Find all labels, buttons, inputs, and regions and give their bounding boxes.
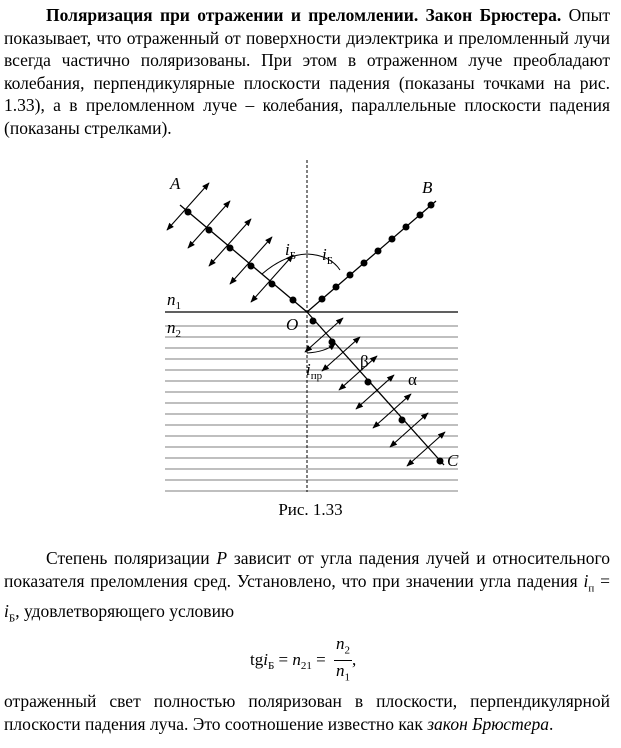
label-iB-right: $i_Б$	[322, 245, 334, 267]
refracted-ray	[307, 312, 444, 465]
section-heading: Поляризация при отражении и преломлении. Закон Брюстера.	[46, 5, 562, 25]
medium-n2-hatching	[165, 326, 458, 491]
angle-arc-refraction	[307, 344, 335, 353]
brewster-formula: $tgi_Б = n_{21}$ = $\frac{n_2}{n_1}$ ,	[250, 634, 356, 688]
label-n1: $n_1$	[167, 290, 181, 312]
label-O: O	[286, 315, 299, 334]
fraction: $\frac{n_2}{n_1}$	[335, 634, 350, 684]
figure-caption: Рис. 1.33	[278, 500, 343, 519]
law-name: закон Брюстера	[427, 713, 549, 734]
label-alpha: α	[408, 370, 417, 389]
reflected-ray-dots	[319, 202, 435, 303]
figure-brewster	[0, 150, 621, 510]
label-iB-left: $i_Б$	[285, 240, 297, 262]
paragraph-polarization-degree: Степень поляризации P зависит от угла падения лучей и относительного показателя преломления сред. Установлено, что при значении угла падения $i_п = i_Б$, удовлетворяющего условию	[4, 548, 611, 624]
label-C: C	[447, 451, 459, 470]
label-ipr: $i_{пр}$	[306, 360, 323, 382]
intro-text: Опыт показывает, что отраженный от поверхности диэлектрика и преломленный лучи всегда частично поляризованы. При этом в отраженном луче преобладают колебания, перпендикулярные плоскости падения (показаны точками на рис. 1.33), а в преломленном луче – колебания, параллельные плоскости падения (показаны стрелками).	[4, 5, 610, 138]
label-n2: $n_2$	[167, 318, 181, 340]
paragraph-intro	[4, 4, 610, 139]
label-B: B	[422, 178, 433, 197]
label-beta: β	[360, 352, 369, 371]
paragraph-conclusion: отраженный свет полностью поляризован в плоскости, перпендикулярной плоскости падения луча. Это соотношение известно как закон Брюстера.	[4, 691, 610, 734]
label-A: A	[170, 174, 181, 193]
